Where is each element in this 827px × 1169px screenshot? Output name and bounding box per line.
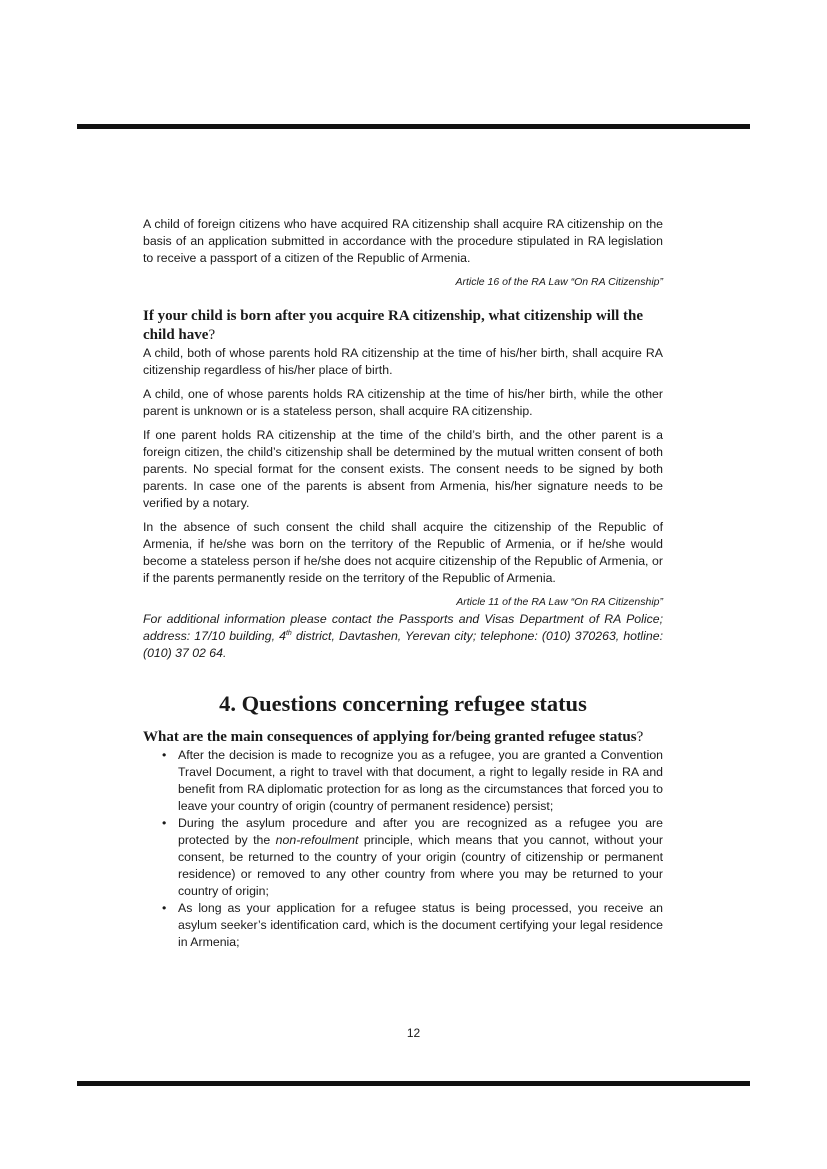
emphasis-term: non-refoulment [275,833,359,847]
paragraph-foreign-parent: If one parent holds RA citizenship at the time of the child’s birth, and the other parent is a foreign citizen, the child’s citizenship shall be determined by the mutual written consent of both parents. No special format for the consent exists. The consent needs to be signed by both parents. In case one of the parents is absent from Armenia, his/her signature needs to be verified by a notary. [143,428,663,510]
paragraph-absence-consent: In the absence of such consent the child shall acquire the citizenship of the Republic of Armenia, if he/she was born on the territory of the Republic of Armenia, or if he/she would become a stateless person if he/she does not acquire citizenship of the Republic of Armenia, or if the parents permanently reside on the territory of the Republic of Armenia. [143,520,663,585]
bullet-icon: • [162,816,167,830]
bullet-icon: • [162,748,167,762]
citation-article-16: Article 16 of the RA Law “On RA Citizenship” [455,276,663,288]
list-item-text: As long as your application for a refugee status is being processed, you receive an asylum seeker’s identification card, which is the document certifying your legal residence in Armenia; [178,901,663,949]
list-item [162,900,663,951]
consequences-list [143,747,663,951]
list-item-text: After the decision is made to recognize you as a refugee, you are granted a Convention Travel Document, a right to travel with that document, a right to legally reside in RA and benefit from RA diplomatic protection for as long as the circumstances that forced you to leave your country of origin (country of permanent residence) persist; [178,748,663,813]
list-item-text: principle, which means that you cannot, without your consent, be returned to the country of your origin (country of citizenship or permanent residence) or removed to any other country from where you may be returned to your country of origin; [178,833,663,898]
paragraph-both-parents: A child, both of whose parents hold RA citizenship at the time of his/her birth, shall acquire RA citizenship regardless of his/her place of birth. [143,346,663,377]
citation-article-11: Article 11 of the RA Law “On RA Citizenship” [456,596,663,608]
footer-rule [77,1081,750,1086]
contact-info [143,611,663,662]
list-item [162,747,663,815]
heading-question-mark: ? [636,729,644,745]
heading-consequences-text: What are the main consequences of applying for/being granted refugee status [143,729,637,745]
page-body [143,216,663,951]
list-item [162,815,663,900]
page-number: 12 [406,1026,421,1040]
heading-child-born-text: If your child is born after you acquire RA citizenship, what citizenship will the child have [143,308,644,343]
heading-consequences [143,728,663,747]
contact-superscript: th [285,630,292,637]
heading-question-mark: ? [208,327,216,343]
header-rule [77,124,750,129]
section-title: 4. Questions concerning refugee status [219,691,587,716]
contact-text-start: For additional information please contact the Passports and Visas Department of RA Police; address: 17/10 building, 4 [143,612,663,643]
paragraph-one-parent: A child, one of whose parents holds RA citizenship at the time of his/her birth, while the other parent is unknown or is a stateless person, shall acquire RA citizenship. [143,387,663,418]
paragraph-child-foreign-citizens: A child of foreign citizens who have acquired RA citizenship shall acquire RA citizenship on the basis of an application submitted in accordance with the procedure stipulated in RA legislation to receive a passport of a citizen of the Republic of Armenia. [143,217,663,265]
heading-child-born-after [143,307,663,345]
list-item-text: During the asylum procedure and after you are recognized as a refugee you are protected by the [178,816,663,847]
contact-text-end: district, Davtashen, Yerevan city; telephone: (010) 370263, hotline: (010) 37 02 64. [143,629,663,660]
bullet-icon: • [162,901,167,915]
